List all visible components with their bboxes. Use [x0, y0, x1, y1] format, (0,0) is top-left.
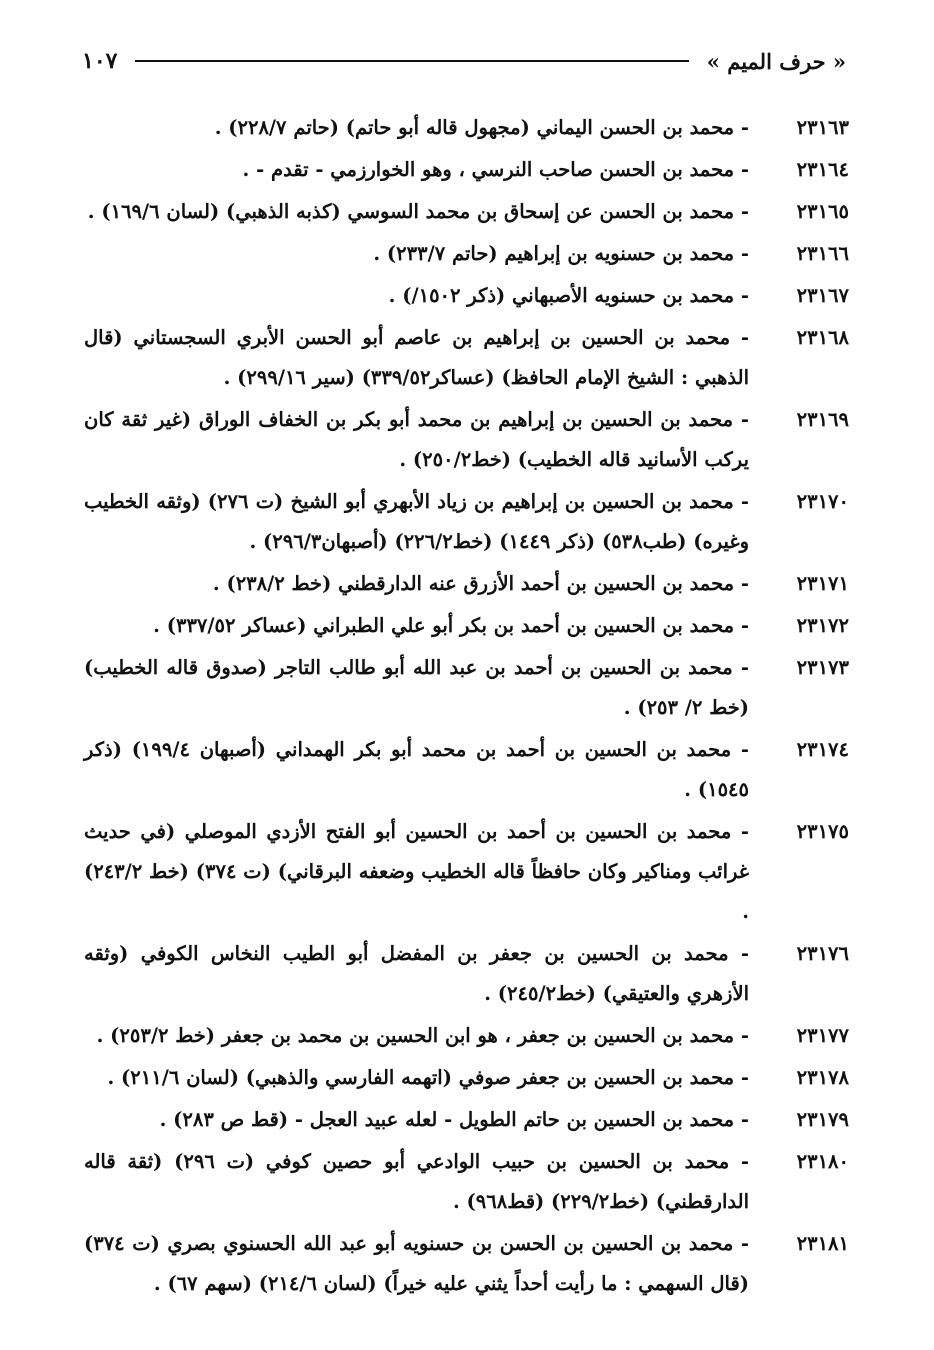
entry-23169: [84, 400, 849, 480]
entry-number: ٢٣١٧٠: [796, 490, 849, 513]
entry-text: - محمد بن الحسين بن أحمد بن محمد أبو بكر الهمداني (أصبهان ١٩٩/٤) (ذكر ١٥٤٥) .: [84, 738, 749, 801]
chapter-title: « حرف الميم »: [706, 48, 846, 74]
entry-number: ٢٣١٦٩: [796, 408, 849, 431]
entry-23174: [84, 730, 849, 810]
entry-number: ٢٣١٧٤: [796, 738, 849, 761]
entry-23172: [84, 606, 849, 646]
entry-text: - محمد بن الحسين بن حاتم الطويل - لعله عبيد العجل - (قط ص ٢٨٣) .: [159, 1108, 749, 1131]
entry-number: ٢٣١٧٥: [796, 820, 849, 843]
entry-number: ٢٣١٧٦: [796, 942, 849, 965]
entry-text: - محمد بن الحسين بن أحمد بن الحسين أبو الفتح الأزدي الموصلي (في حديث غرائب ومناكير وكان حافظاً قاله الخطيب وضعفه البرقاني) (ت ٣٧٤) (خط ٢٤٣/٢) .: [84, 820, 749, 923]
entry-23175: [84, 812, 849, 932]
entry-text: - محمد بن الحسن عن إسحاق بن محمد السوسي (كذبه الذهبي) (لسان ١٦٩/٦) .: [87, 200, 749, 223]
entry-23178: [84, 1058, 849, 1098]
entry-text: - محمد بن الحسين بن أحمد الأزرق عنه الدارقطني (خط ٢٣٨/٢) .: [212, 572, 749, 595]
entry-number: ٢٣١٦٤: [796, 158, 849, 181]
entries-list: [84, 108, 849, 1306]
entry-23176: [84, 934, 849, 1014]
entry-23173: [84, 648, 849, 728]
entry-text: - محمد بن الحسن صاحب النرسي ، وهو الخوارزمي - تقدم - .: [242, 158, 749, 181]
entry-number: ٢٣١٧٧: [796, 1024, 849, 1047]
running-header: [82, 44, 846, 78]
entry-text: - محمد بن الحسين بن إبراهيم بن عاصم أبو الحسن الأبري السجستاني (قال الذهبي : الشيخ الإمام الحافظ) (عساكر٣٣٩/٥٢) (سير ٢٩٩/١٦) .: [84, 326, 749, 389]
entry-23167: [84, 276, 849, 316]
entry-23177: [84, 1016, 849, 1056]
entry-text: - محمد بن الحسن اليماني (مجهول قاله أبو حاتم) (حاتم ٢٢٨/٧) .: [214, 116, 749, 139]
entry-text: - محمد بن الحسين بن أحمد بن بكر أبو علي الطبراني (عساكر ٣٣٧/٥٢) .: [153, 614, 749, 637]
entry-23166: [84, 234, 849, 274]
entry-text: - محمد بن حسنويه بن إبراهيم (حاتم ٢٣٣/٧) .: [373, 242, 749, 265]
entry-text: - محمد بن حسنويه الأصبهاني (ذكر ١٥٠٢/) .: [388, 284, 749, 307]
entry-number: ٢٣١٦٨: [796, 326, 849, 349]
entry-number: ٢٣١٨٠: [796, 1150, 849, 1173]
entry-number: ٢٣١٧٨: [796, 1066, 849, 1089]
entry-text: - محمد بن الحسين بن جعفر ، هو ابن الحسين بن محمد بن جعفر (خط ٢٥٣/٢) .: [96, 1024, 749, 1047]
entry-text: - محمد بن الحسين بن جعفر صوفي (اتهمه الفارسي والذهبي) (لسان ٢١١/٦) .: [107, 1066, 749, 1089]
entry-number: ٢٣١٦٥: [796, 200, 849, 223]
entry-number: ٢٣١٦٦: [796, 242, 849, 265]
entry-number: ٢٣١٧٣: [796, 656, 849, 679]
entry-text: - محمد بن الحسين بن جعفر بن المفضل أبو الطيب النخاس الكوفي (وثقه الأزهري والعتيقي) (خط٢٤٥/٢) .: [84, 942, 749, 1005]
page-number: ١٠٧: [82, 48, 118, 74]
entry-23181: [84, 1224, 849, 1304]
entry-number: ٢٣١٦٧: [796, 284, 849, 307]
entry-number: ٢٣١٨١: [796, 1232, 849, 1255]
entry-23163: [84, 108, 849, 148]
entry-number: ٢٣١٧١: [796, 572, 849, 595]
entry-text: - محمد بن الحسين بن أحمد بن عبد الله أبو طالب التاجر (صدوق قاله الخطيب) (خط ٢/ ٢٥٣) .: [84, 656, 749, 719]
entry-number: ٢٣١٧٩: [796, 1108, 849, 1131]
entry-text: - محمد بن الحسين بن إبراهيم بن محمد أبو بكر بن الخفاف الوراق (غير ثقة كان يركب الأسانيد قاله الخطيب) (خط٢٥٠/٢) .: [84, 408, 749, 471]
entry-23180: [84, 1142, 849, 1222]
entry-23171: [84, 564, 849, 604]
entry-23168: [84, 318, 849, 398]
entry-23165: [84, 192, 849, 232]
entry-23179: [84, 1100, 849, 1140]
header-rule: [135, 60, 688, 62]
entry-text: - محمد بن الحسين بن حبيب الوادعي أبو حصين كوفي (ت ٢٩٦) (ثقة قاله الدارقطني) (خط٢٢٩/٢) (قط٩٦٨) .: [84, 1150, 749, 1213]
entry-number: ٢٣١٦٣: [796, 116, 849, 139]
entry-number: ٢٣١٧٢: [796, 614, 849, 637]
entry-23164: [84, 150, 849, 190]
entry-23170: [84, 482, 849, 562]
entry-text: - محمد بن الحسين بن إبراهيم بن زياد الأبهري أبو الشيخ (ت ٢٧٦) (وثقه الخطيب وغيره) (طب٥٣٨) (ذكر ١٤٤٩) (خط٢٢٦/٢) (أصبهان٢٩٦/٣) .: [84, 490, 750, 553]
entry-text: - محمد بن الحسين بن الحسن بن حسنويه أبو عبد الله الحسنوي بصري (ت ٣٧٤) (قال السهمي : ما رأيت أحداً يثني عليه خيراً) (لسان ٢١٤/٦) (سهم ٦٧) .: [84, 1232, 749, 1295]
